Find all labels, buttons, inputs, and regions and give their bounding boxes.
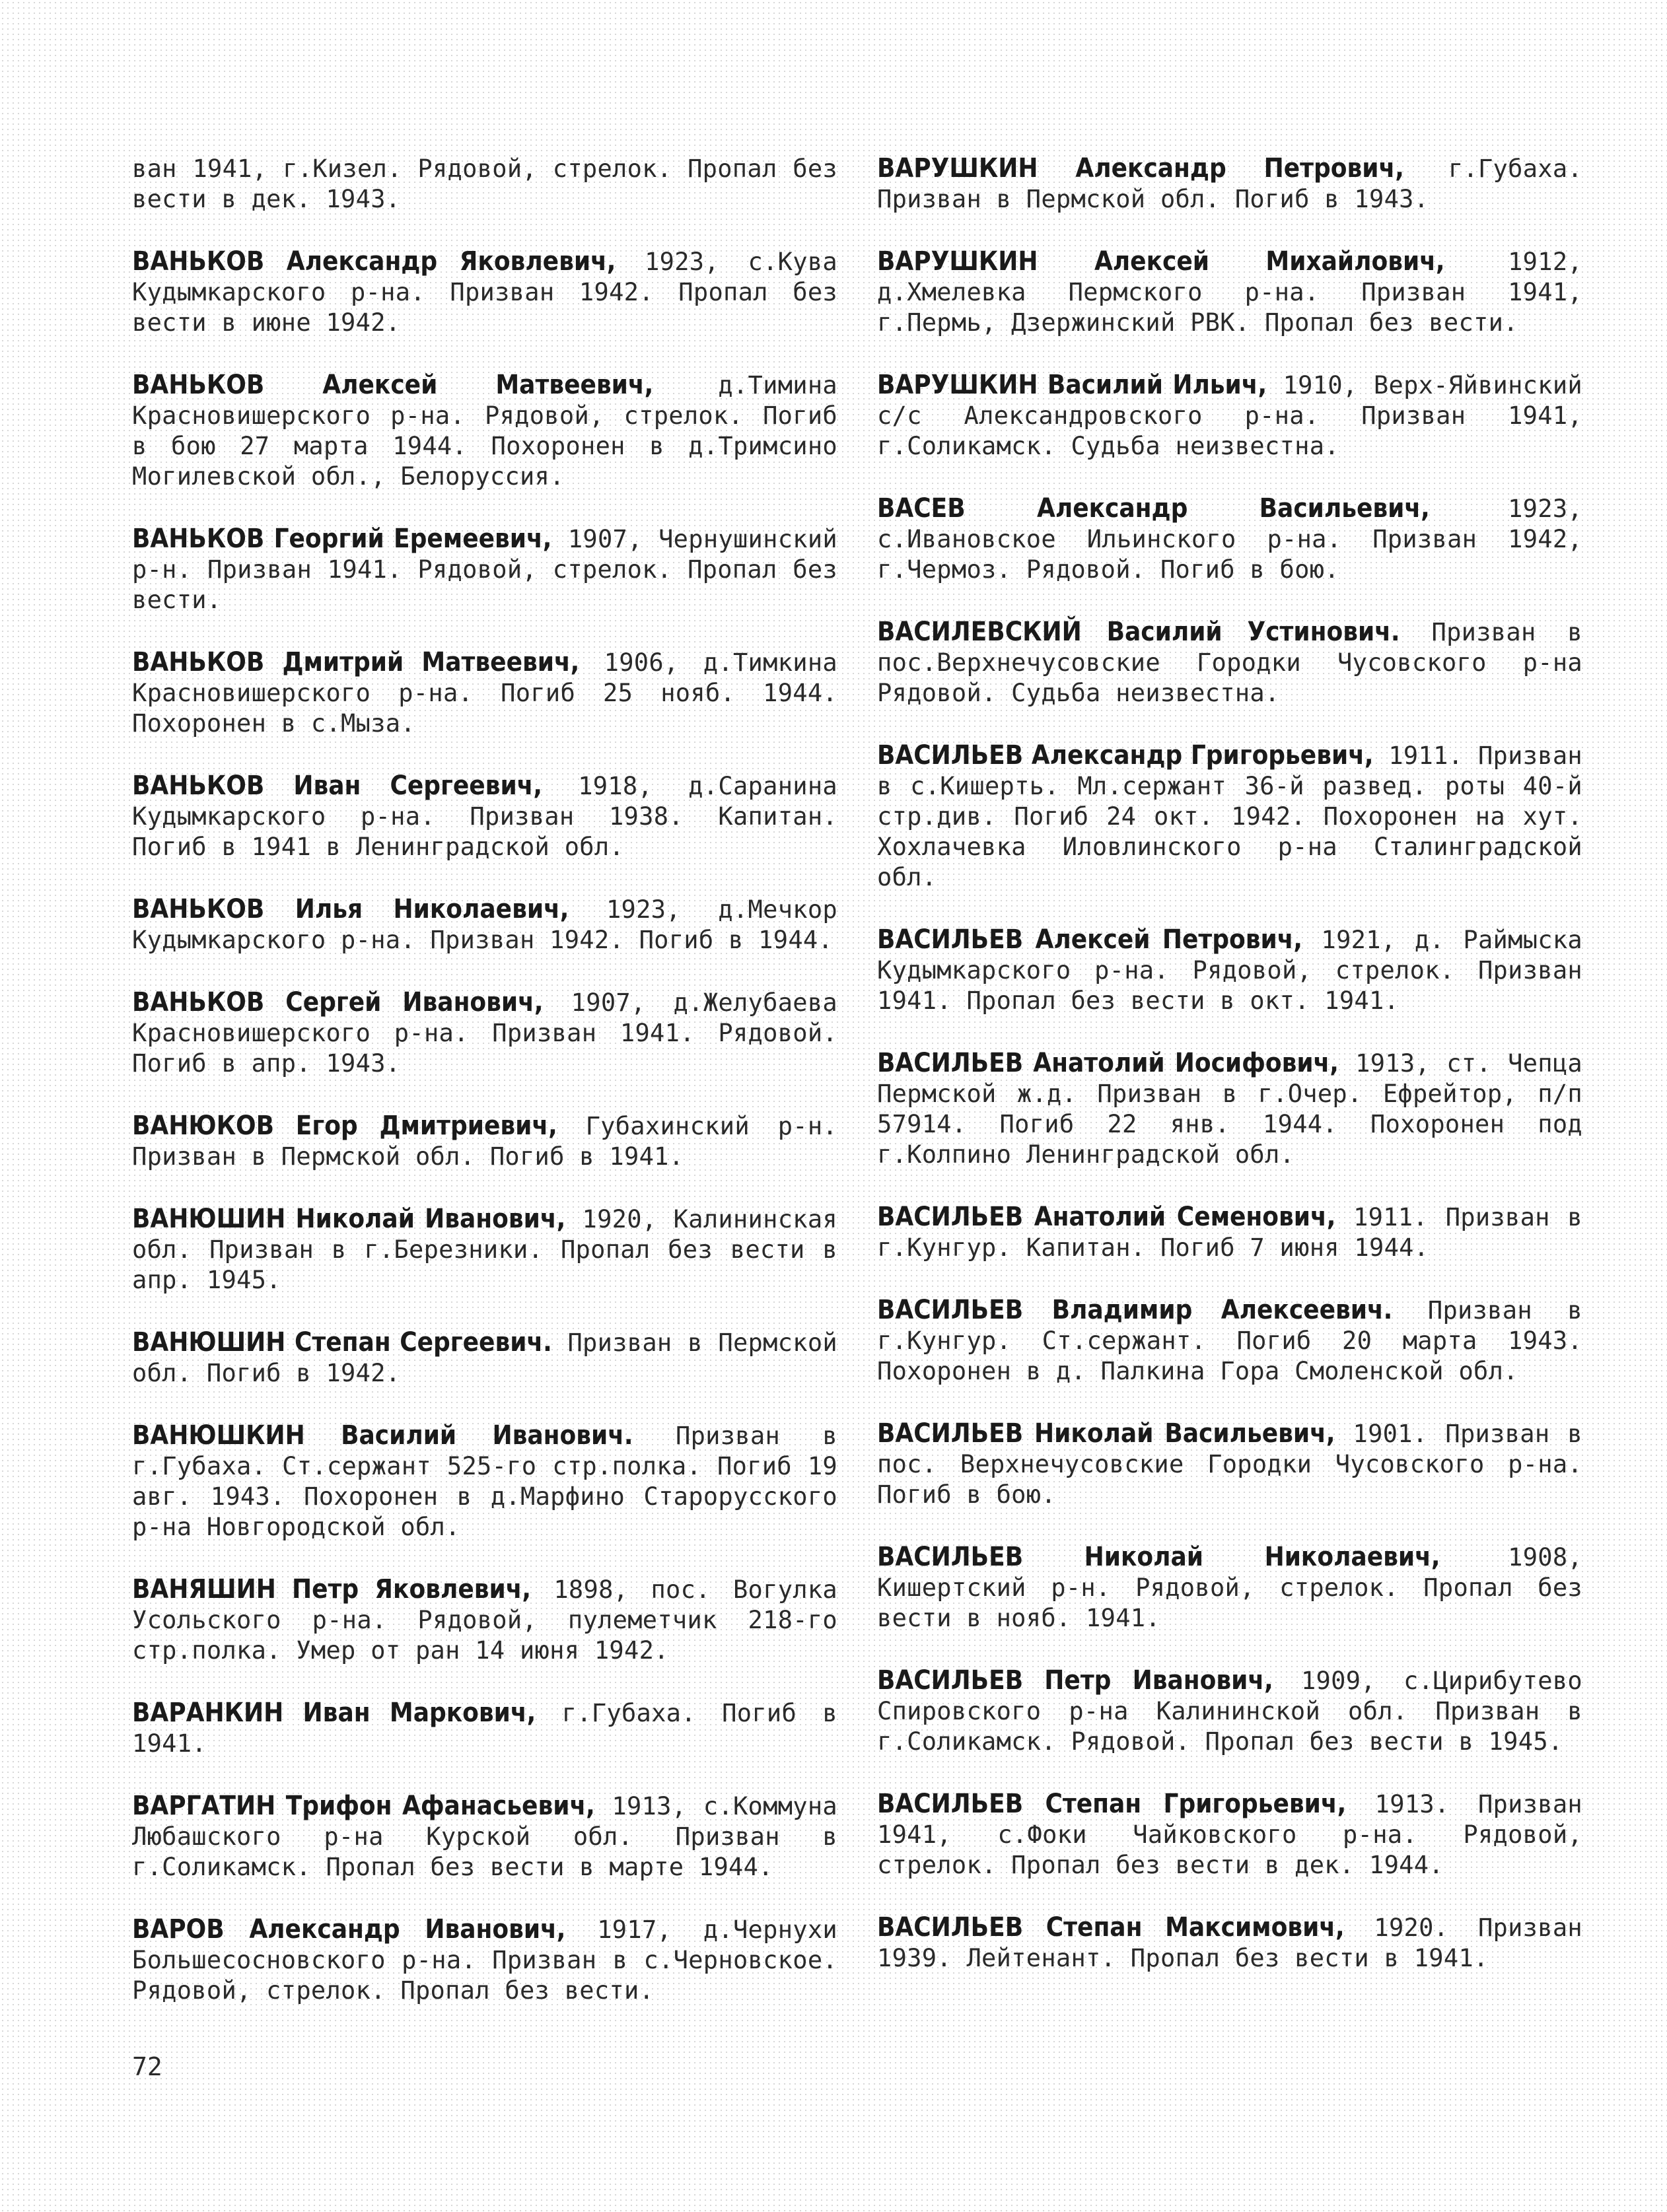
entry-text: 1923, с.Кува Кудымкарского р-на. Призван 1942. Пропал без вести в июне 1942. [132, 248, 837, 337]
entry [132, 1204, 837, 1296]
entry [877, 246, 1582, 338]
entry-text: 1923, с.Ивановское Ильинского р-на. Призван 1942, г.Чермоз. Рядовой. Погиб в бою. [877, 495, 1582, 584]
entry-text: д.Тимина Красновишерского р-на. Рядовой, стрелок. Погиб в бою 27 марта 1944. Похоронен в д.Тримсино Могилевской обл., Белоруссия. [132, 371, 837, 491]
entry-name: ВАНЮШКИН Василий Иванович. [132, 1420, 633, 1451]
entry [132, 1420, 837, 1542]
entry-name: ВАНЮШИН Николай Иванович, [132, 1204, 566, 1234]
entry [132, 370, 837, 492]
entry-name: ВАРУШКИН Василий Ильич, [877, 370, 1267, 400]
entry [132, 894, 837, 955]
page-number: 72 [132, 2052, 162, 2081]
entry-text: Призван в г.Кунгур. Ст.сержант. Погиб 20 марта 1943. Похоронен в д. Палкина Гора Смоленской обл. [877, 1296, 1582, 1385]
entry-text: 1923, д.Мечкор Кудымкарского р-на. Призван 1942. Погиб в 1944. [132, 895, 837, 954]
entry [132, 647, 837, 739]
entry [132, 524, 837, 615]
entry-text: 1911. Призван в с.Кишерть. Мл.сержант 36-й развед. роты 40-й стр.див. Погиб 24 окт. 1942. Похоронен на хут. Хохлачевка Иловлинского р-на Сталинградской обл. [877, 742, 1582, 891]
entry-text: 1908, Кишертский р-н. Рядовой, стрелок. Пропал без вести в нояб. 1941. [877, 1543, 1583, 1632]
entry-text: 1912, д.Хмелевка Пермского р-на. Призван 1941, г.Пермь, Дзержинский РВК. Пропал без вести. [877, 248, 1582, 337]
entry-name: ВАРУШКИН Алексей Михайлович, [877, 246, 1445, 277]
entry [877, 370, 1582, 462]
entry-text: 1920. Призван 1939. Лейтенант. Пропал без вести в 1941. [877, 1914, 1582, 1972]
entry [877, 1665, 1582, 1757]
entry-text: 1907, Чернушинский р-н. Призван 1941. Рядовой, стрелок. Пропал без вести. [132, 525, 838, 614]
entry [132, 1111, 837, 1172]
entry-text: 1921, д. Раймыска Кудымкарского р-на. Рядовой, стрелок. Призван 1941. Пропал без вести в окт. 1941. [877, 926, 1583, 1015]
entry-name: ВАРАНКИН Иван Маркович, [132, 1698, 536, 1728]
entry-name: ВАСИЛЕВСКИЙ Василий Устинович. [877, 617, 1400, 647]
entry [877, 617, 1582, 709]
entry-name: ВАСИЛЬЕВ Петр Иванович, [877, 1665, 1273, 1696]
entry [877, 740, 1582, 893]
entry-name: ВАСИЛЬЕВ Александр Григорьевич, [877, 740, 1374, 771]
entry-text: Призван в г.Губаха. Ст.сержант 525-го стр.полка. Погиб 19 авг. 1943. Похоронен в д.Марфино Старорусского р-на Новгородской обл. [132, 1422, 837, 1541]
entry-text: Призван в пос.Верхнечусовские Городки Чусовского р-на Рядовой. Судьба неизвестна. [877, 618, 1583, 707]
entry-text: 1918, д.Саранина Кудымкарского р-на. Призван 1938. Капитан. Погиб в 1941 в Ленинградской обл. [132, 772, 837, 861]
entry [132, 153, 837, 215]
entry-name: ВАРОВ Александр Иванович, [132, 1914, 566, 1945]
entry-text: 1913. Призван 1941, с.Фоки Чайковского р-на. Рядовой, стрелок. Пропал без вести в дек. 1944. [877, 1790, 1582, 1879]
entry-name: ВАСИЛЬЕВ Степан Григорьевич, [877, 1789, 1347, 1819]
left-column [132, 153, 837, 2038]
entry [877, 1789, 1582, 1881]
entry-name: ВАНЬКОВ Сергей Иванович, [132, 987, 544, 1018]
entry-name: ВАСЕВ Александр Васильевич, [877, 493, 1430, 524]
entry-text: 1909, с.Цирибутево Спировского р-на Калининской обл. Призван в г.Соликамск. Рядовой. Пропал без вести в 1945. [877, 1667, 1582, 1756]
entry-name: ВАСИЛЬЕВ Николай Васильевич, [877, 1418, 1335, 1449]
entry [877, 1418, 1582, 1510]
entry-name: ВАРГАТИН Трифон Афанасьевич, [132, 1791, 595, 1821]
entry-text: 1913, ст. Чепца Пермской ж.д. Призван в г.Очер. Ефрейтор, п/п 57914. Погиб 22 янв. 1944. Похоронен под г.Колпино Ленинградской обл. [877, 1049, 1583, 1169]
entry-text: Губахинский р-н. Призван в Пермской обл. Погиб в 1941. [132, 1112, 838, 1171]
entry [877, 1912, 1582, 1974]
entry-name: ВАНЮШИН Степан Сергеевич. [132, 1327, 552, 1358]
entry-name: ВАСИЛЬЕВ Николай Николаевич, [877, 1542, 1440, 1572]
entry [132, 987, 837, 1079]
entry-text: г.Губаха. Погиб в 1941. [132, 1699, 837, 1758]
entry-name: ВАНЬКОВ Илья Николаевич, [132, 894, 569, 924]
entry-text: 1917, д.Чернухи Большесосновского р-на. Призван в с.Черновское. Рядовой, стрелок. Пропал без вести. [132, 1916, 838, 2005]
entry [877, 1202, 1582, 1263]
entry [132, 1914, 837, 2006]
entry-name: ВАСИЛЬЕВ Анатолий Семенович, [877, 1202, 1336, 1232]
entry-name: ВАНЯШИН Петр Яковлевич, [132, 1574, 532, 1605]
entry [877, 493, 1582, 585]
entry-name: ВАНЬКОВ Дмитрий Матвеевич, [132, 647, 580, 677]
entry [132, 246, 837, 338]
entry [132, 1698, 837, 1759]
entry-text: 1906, д.Тимкина Красновишерского р-на. Погиб 25 нояб. 1944. Похоронен в с.Мыза. [132, 648, 838, 738]
entry-text: 1913, с.Коммуна Любашского р-на Курской обл. Призван в г.Соликамск. Пропал без вести в марте 1944. [132, 1792, 837, 1881]
entry [132, 1574, 837, 1666]
entry-name: ВАРУШКИН Александр Петрович, [877, 153, 1404, 184]
entry [132, 1327, 837, 1389]
entry-name: ВАНЬКОВ Александр Яковлевич, [132, 246, 616, 277]
entry [877, 1048, 1582, 1170]
entry-text: г.Губаха. Призван в Пермской обл. Погиб в 1943. [877, 155, 1582, 213]
entry [132, 1791, 837, 1883]
entry-name: ВАСИЛЬЕВ Владимир Алексеевич. [877, 1295, 1393, 1325]
entry-text: 1901. Призван в пос. Верхнечусовские Городки Чусовского р-на. Погиб в бою. [877, 1420, 1583, 1509]
right-column [877, 153, 1582, 2005]
entry [877, 1295, 1582, 1387]
entry-text: 1911. Призван в г.Кунгур. Капитан. Погиб 7 июня 1944. [877, 1203, 1583, 1262]
entry-text: 1898, пос. Вогулка Усольского р-на. Рядовой, пулеметчик 218-го стр.полка. Умер от ран 14 июня 1942. [132, 1575, 838, 1665]
entry [877, 153, 1582, 215]
entry-text: 1920, Калининская обл. Призван в г.Березники. Пропал без вести в апр. 1945. [132, 1205, 838, 1294]
entry [877, 1542, 1582, 1634]
entry-name: ВАНЮКОВ Егор Дмитриевич, [132, 1111, 557, 1141]
entry-text: 1910, Верх-Яйвинский с/с Александровского р-на. Призван 1941, г.Соликамск. Судьба неизвестна. [877, 371, 1582, 460]
entry-name: ВАНЬКОВ Георгий Еремеевич, [132, 524, 552, 554]
entry-name: ВАСИЛЬЕВ Анатолий Иосифович, [877, 1048, 1339, 1078]
entry-text: Призван в Пермской обл. Погиб в 1942. [132, 1329, 837, 1387]
entry-name: ВАСИЛЬЕВ Степан Максимович, [877, 1912, 1345, 1943]
entry-name: ВАНЬКОВ Алексей Матвеевич, [132, 370, 654, 400]
entry-name: ВАНЬКОВ Иван Сергеевич, [132, 771, 543, 801]
entry [877, 924, 1582, 1016]
entry-text: ван 1941, г.Кизел. Рядовой, стрелок. Пропал без вести в дек. 1943. [132, 155, 837, 213]
entry-text: 1907, д.Желубаева Красновишерского р-на. Призван 1941. Рядовой. Погиб в апр. 1943. [132, 988, 838, 1078]
entry [132, 771, 837, 862]
entry-name: ВАСИЛЬЕВ Алексей Петрович, [877, 924, 1303, 955]
